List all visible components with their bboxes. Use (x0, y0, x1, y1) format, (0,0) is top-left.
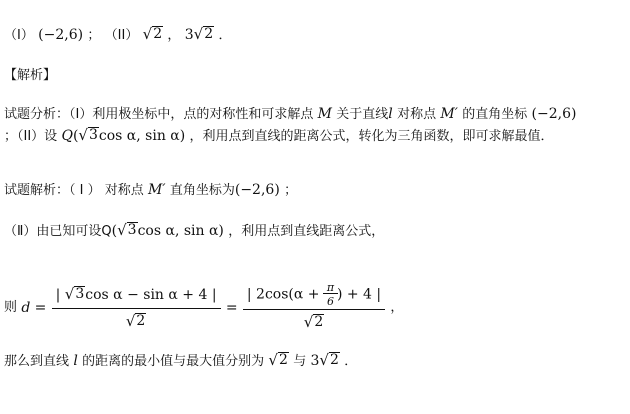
q-open-paren: ( (72, 128, 79, 144)
solution-open-paren: ( (111, 223, 118, 239)
analysis-line-2 (4, 127, 554, 146)
solution-q-rest: cos α, sin α) (137, 223, 224, 239)
solution-text-1: 试题解析：（ Ⅰ ） 对称点 (4, 183, 144, 198)
answer-end: ． (218, 28, 232, 43)
analysis-line2-text: ，利用点到直线的距离公式，转化为三角函数，即可求解最值． (189, 129, 554, 144)
point-m-prime: M′ (440, 106, 458, 122)
formula-equals-1: = (34, 300, 47, 316)
solution-line-2 (4, 222, 384, 241)
final-text-3: 与 (293, 354, 307, 369)
analysis-line-1 (4, 105, 576, 124)
final-end: ． (344, 354, 358, 369)
formula-end: ， (390, 300, 404, 315)
point-m: M (317, 106, 332, 122)
q-sqrt: √ 3 (78, 126, 98, 144)
answer-coefficient: 3 (184, 27, 194, 43)
final-min-value: √ 2 (268, 351, 288, 369)
solution-point-m-prime: M′ (148, 182, 166, 198)
analysis-text-3: 对称点 (397, 107, 437, 122)
answer-part2-label: （II） (104, 28, 139, 43)
distance-formula (4, 282, 403, 334)
line-l: l (388, 106, 393, 122)
formula-d: d (21, 300, 31, 316)
analysis-text-1: 试题分析：（I）利用极坐标中，点的对称性和可求解点 (4, 107, 314, 122)
answer-comma: ， (167, 28, 181, 43)
q-rest: cos α, sin α) (98, 128, 186, 144)
formula-fraction-1: | √ 3 cos α − sin α + 4 | √ 2 (54, 284, 219, 333)
answer-part1-label: （I） (4, 28, 34, 43)
analysis-text-4: 的直角坐标 (462, 107, 528, 122)
final-text-1: 那么到直线 (4, 354, 70, 369)
final-line (4, 352, 357, 371)
solution-end-1: ； (284, 183, 298, 198)
answer-line (4, 26, 231, 45)
final-text-2: 的距离的最小值与最大值分别为 (82, 354, 265, 369)
solution-text-3: （Ⅱ）由已知可设Q (4, 224, 112, 239)
answer-sqrt-max: √ 2 (193, 25, 214, 43)
analysis-heading: 【解析】 (4, 68, 57, 83)
final-max-value: √ 2 (319, 351, 339, 369)
final-line-l: l (73, 353, 78, 369)
solution-line-1 (4, 181, 297, 200)
solution-coordinate: (−2,6) (234, 182, 280, 198)
solution-text-2: 直角坐标为 (169, 183, 235, 198)
solution-text-4: ，利用点到直线距离公式， (228, 224, 385, 239)
formula-equals-2: = (225, 300, 238, 316)
point-q: Q (61, 128, 73, 144)
analysis-coordinate: (−2,6) (531, 106, 577, 122)
analysis-text-2: 关于直线 (336, 107, 389, 122)
formula-prefix: 则 (4, 300, 18, 315)
solution-q-sqrt: √ 3 (117, 221, 137, 239)
answer-part1-value: (−2,6) (38, 27, 84, 43)
answer-separator: ； (87, 28, 101, 43)
answer-sqrt-min: √ 2 (142, 25, 163, 43)
final-coefficient: 3 (310, 353, 320, 369)
analysis-line2-prefix: ；（II）设 (4, 129, 58, 144)
formula-fraction-2: | 2cos(α + $\frac{\pi}{6}$ ) + 4 | √ 2 (245, 282, 383, 334)
